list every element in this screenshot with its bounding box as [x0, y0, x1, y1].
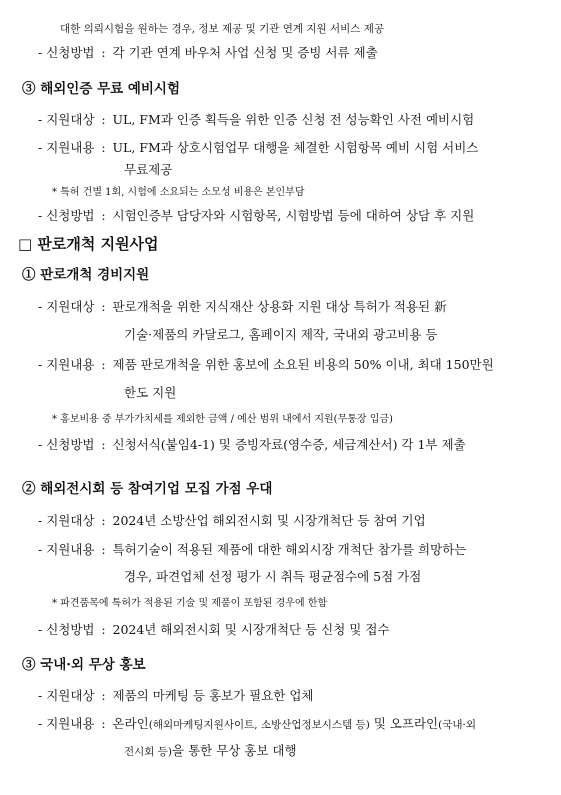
support-target-label: - 지원대상: [38, 112, 95, 127]
support-content-label: - 지원내용: [38, 140, 95, 155]
support-target-row: [38, 111, 474, 129]
apply-method-text: 각 기관 연계 바우처 사업 신청 및 증빙 서류 제출: [112, 45, 378, 60]
support-content-row: [38, 356, 494, 374]
support-target-text: 판로개척을 위한 지식재산 상용화 지원 대상 특허가 적용된 新: [112, 299, 447, 314]
support-content-text: 특허기술이 적용된 제품에 대한 해외시장 개척단 참가를 희망하는: [112, 542, 467, 557]
colon: :: [101, 140, 106, 155]
support-content-row: [38, 715, 476, 734]
support-target-text: UL, FM과 인증 획득을 위한 인증 신청 전 성능확인 사전 예비시험: [112, 112, 475, 127]
colon: :: [101, 45, 106, 60]
support-target-label: - 지원대상: [38, 299, 95, 314]
support-content-label: - 지원내용: [38, 542, 95, 557]
support-content-text-f: 을 통한 무상 홍보 대행: [172, 743, 297, 758]
apply-method-row: [38, 44, 378, 62]
main-heading: □ 판로개척 지원사업: [18, 235, 159, 253]
colon: :: [101, 437, 106, 452]
intro-text: 대한 의뢰시험을 원하는 경우, 정보 제공 및 기관 연계 지원 서비스 제공: [60, 23, 385, 35]
apply-method-row: [38, 207, 474, 225]
apply-method-text: 신청서식(붙임4-1) 및 증빙자료(영수증, 세금계산서) 각 1부 제출: [112, 437, 466, 452]
support-content-text-a: 온라인: [112, 716, 149, 731]
apply-method-row: [38, 621, 389, 639]
apply-method-label: - 신청방법: [38, 622, 95, 637]
colon: :: [101, 357, 106, 372]
section-heading: ③ 국내·외 무상 홍보: [22, 657, 146, 673]
footnote: * 특허 건별 1회, 시험에 소요되는 소모성 비용은 본인부담: [52, 187, 305, 198]
support-target-text-cont: 기술·제품의 카달로그, 홈페이지 제작, 국내외 광고비용 등: [124, 327, 438, 342]
section-heading: ③ 해외인증 무료 예비시험: [22, 81, 181, 97]
support-target-label: - 지원대상: [38, 513, 95, 528]
support-target-text: 제품의 마케팅 등 홍보가 필요한 업체: [112, 688, 314, 703]
support-content-text: UL, FM과 상호시험업무 대행을 체결한 시험항목 예비 시험 서비스: [112, 140, 479, 155]
apply-method-text: 시험인증부 담당자와 시험항목, 시험방법 등에 대하여 상담 후 지원: [112, 208, 475, 223]
support-content-row: [38, 139, 478, 157]
support-content-text-cont: 한도 지원: [124, 385, 177, 400]
colon: :: [101, 513, 106, 528]
colon: :: [101, 299, 106, 314]
support-content-text: 제품 판로개척을 위한 홍보에 소요된 비용의 50% 이내, 최대 150만원: [112, 357, 494, 372]
support-content-text-d: (국내·외: [438, 719, 477, 731]
colon: :: [101, 688, 106, 703]
apply-method-label: - 신청방법: [38, 208, 95, 223]
support-content-label: - 지원내용: [38, 716, 95, 731]
colon: :: [101, 622, 106, 637]
support-target-text: 2024년 소방산업 해외전시회 및 시장개척단 등 참여 기업: [112, 513, 426, 528]
support-content-label: - 지원내용: [38, 357, 95, 372]
support-content-text-b: (해외마케팅지원사이트, 소방산업정보시스템 등): [148, 719, 370, 731]
apply-method-text: 2024년 해외전시회 및 시장개척단 등 신청 및 접수: [112, 622, 390, 637]
support-content-text-cont: 무료제공: [124, 162, 173, 177]
apply-method-label: - 신청방법: [38, 45, 95, 60]
colon: :: [101, 112, 106, 127]
section-heading: ① 판로개척 경비지원: [22, 267, 150, 283]
support-content-text-cont: [124, 742, 297, 761]
colon: :: [101, 542, 106, 557]
support-content-text-e: 전시회 등): [124, 746, 173, 758]
section-heading: ② 해외전시회 등 참여기업 모집 가점 우대: [22, 481, 273, 497]
support-content-row: [38, 541, 466, 559]
colon: :: [101, 716, 106, 731]
support-target-row: [38, 298, 447, 316]
footnote: * 홍보비용 중 부가가치세를 제외한 금액 / 예산 범위 내에서 지원(무통장 입금): [52, 414, 393, 425]
support-content-text-c: 및 오프라인: [369, 716, 439, 731]
support-content-text-cont: 경우, 파견업체 선정 평가 시 취득 평균점수에 5점 가점: [124, 569, 422, 584]
apply-method-row: [38, 436, 466, 454]
footnote: * 파견품목에 특허가 적용된 기술 및 제품이 포함된 경우에 한함: [52, 598, 328, 609]
support-target-row: [38, 687, 314, 705]
apply-method-label: - 신청방법: [38, 437, 95, 452]
colon: :: [101, 208, 106, 223]
support-target-row: [38, 512, 426, 530]
support-target-label: - 지원대상: [38, 688, 95, 703]
